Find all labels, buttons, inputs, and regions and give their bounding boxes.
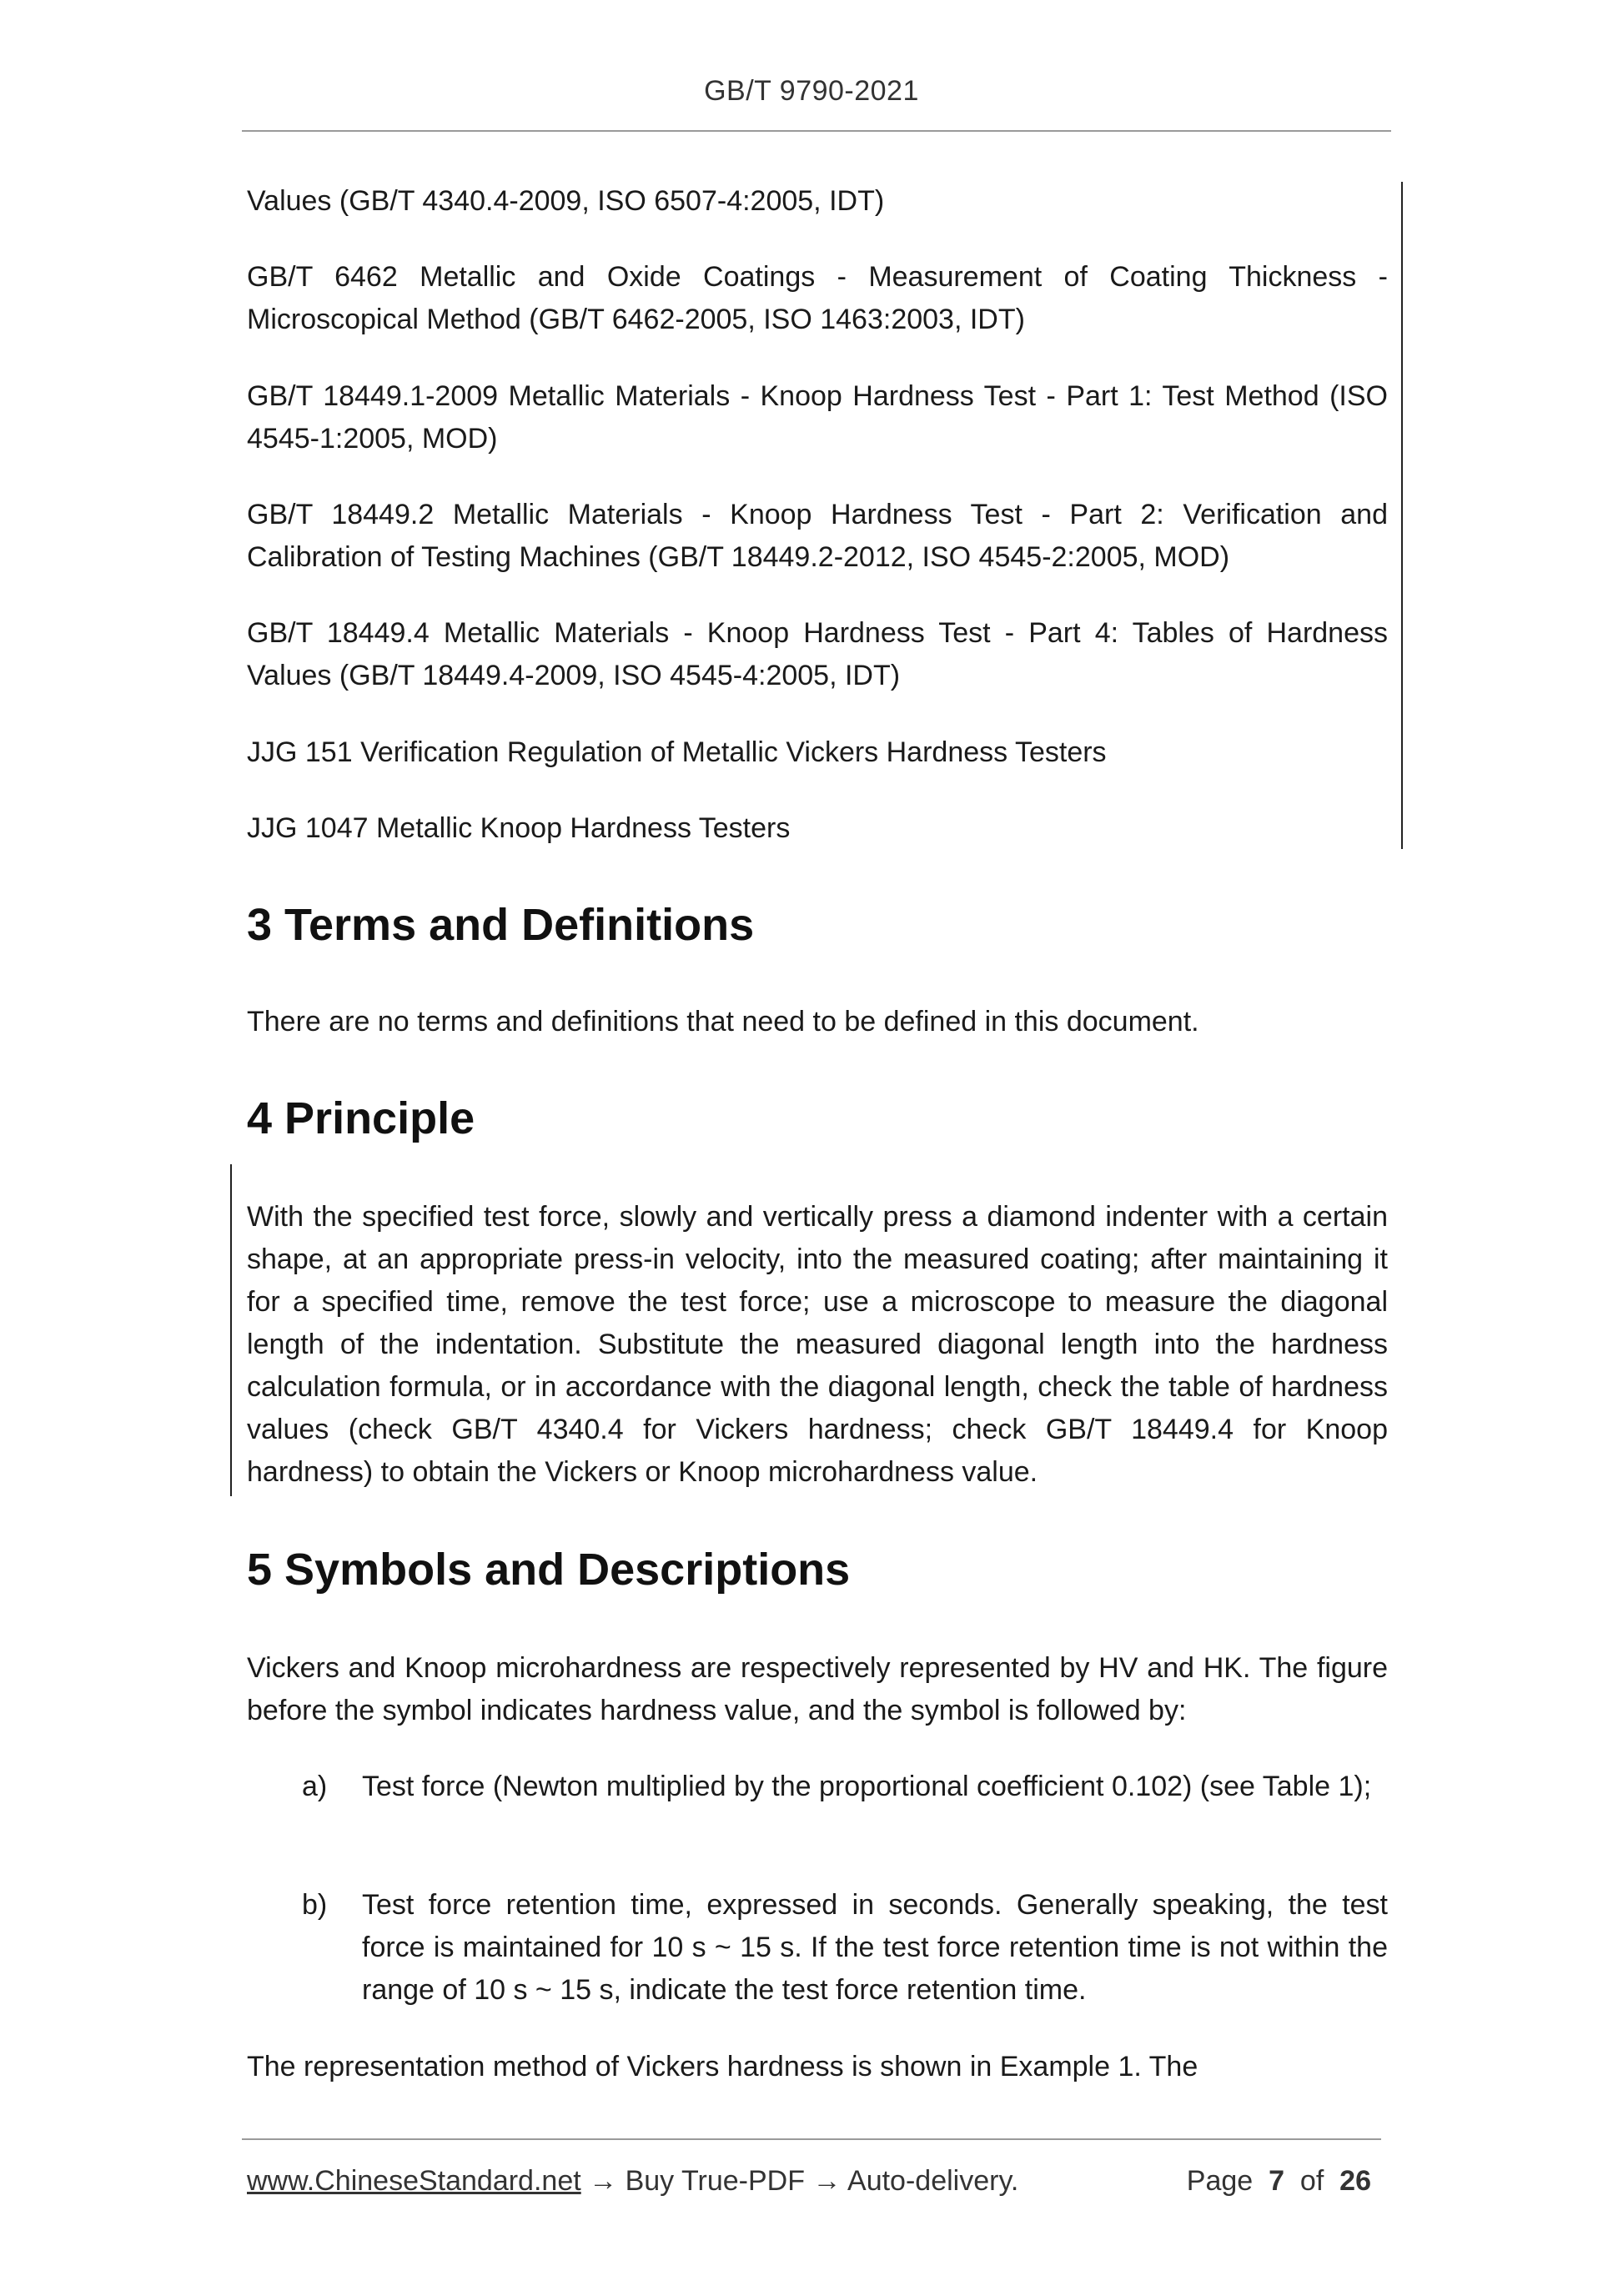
footer-site-link[interactable]: www.ChineseStandard.net <box>247 2165 581 2197</box>
footer <box>247 2160 1378 2202</box>
reference-item: GB/T 18449.1-2009 Metallic Materials - Knoop Hardness Test - Part 1: Test Method (ISO 4545-1:2005, MOD) <box>247 380 1388 455</box>
reference-item: GB/T 18449.4 Metallic Materials - Knoop Hardness Test - Part 4: Tables of Hardness Values (GB/T 18449.4-2009, ISO 4545-4:2005, IDT) <box>247 617 1388 691</box>
of-label: of <box>1299 2165 1324 2197</box>
page-indicator <box>1187 2160 1371 2202</box>
revision-bar-right <box>1401 182 1403 849</box>
arrow-right-icon: → <box>812 2165 842 2197</box>
list-marker: a) <box>302 1771 328 1802</box>
list-item-text: Test force (Newton multiplied by the proportional coefficient 0.102) (see Table 1); <box>362 1771 1372 1802</box>
list-item-text: Test force retention time, expressed in seconds. Generally speaking, the test force is maintained for 10 s ~ 15 s. If the test force retention time is not within the range of 10 s ~ 15 s, indicate the test force retention time. <box>362 1889 1388 2006</box>
page-label: Page <box>1186 2165 1254 2197</box>
reference-item: JJG 151 Verification Regulation of Metallic Vickers Hardness Testers <box>247 736 1107 768</box>
header-doc-code: GB/T 9790-2021 <box>704 75 919 107</box>
footer-divider <box>242 2138 1381 2140</box>
footer-delivery-text: Auto-delivery. <box>847 2165 1019 2197</box>
section-5-intro: Vickers and Knoop microhardness are respectively represented by HV and HK. The figure before the symbol indicates hardness value, and the symbol is followed by: <box>247 1652 1388 1726</box>
reference-item: GB/T 18449.2 Metallic Materials - Knoop Hardness Test - Part 2: Verification and Calibration of Testing Machines (GB/T 18449.2-2012, ISO 4545-2:2005, MOD) <box>247 499 1388 573</box>
page-total: 26 <box>1339 2165 1371 2197</box>
section-5-trailing-text: The representation method of Vickers hardness is shown in Example 1. The <box>247 2051 1198 2082</box>
arrow-right-icon: → <box>589 2165 618 2197</box>
section-3-body: There are no terms and definitions that need to be defined in this document. <box>247 1006 1199 1037</box>
list-marker: b) <box>302 1889 328 1921</box>
reference-item: GB/T 6462 Metallic and Oxide Coatings - Measurement of Coating Thickness - Microscopical Method (GB/T 6462-2005, ISO 1463:2003, IDT) <box>247 261 1388 335</box>
section-4-heading: 4 Principle <box>247 1093 475 1143</box>
header-divider <box>242 130 1391 132</box>
section-3-heading: 3 Terms and Definitions <box>247 900 755 950</box>
reference-item: JJG 1047 Metallic Knoop Hardness Testers <box>247 812 791 844</box>
revision-bar-left <box>230 1164 232 1496</box>
section-5-heading: 5 Symbols and Descriptions <box>247 1545 851 1595</box>
section-4-body: With the specified test force, slowly and vertically press a diamond indenter with a certain shape, at an appropriate press-in velocity, into the measured coating; after maintaining it for a specified time, remove the test force; use a microscope to measure the diagonal length of the indentation. Substitute the measured diagonal length into the hardness calculation formula, or in accordance with the diagonal length, check the table of hardness values (check GB/T 4340.4 for Vickers hardness; check GB/T 18449.4 for Knoop hardness) to obtain the Vickers or Knoop microhardness value. <box>247 1201 1388 1488</box>
reference-item: Values (GB/T 4340.4-2009, ISO 6507-4:2005, IDT) <box>247 185 885 217</box>
page-number: 7 <box>1269 2165 1284 2197</box>
footer-buy-text: Buy True-PDF <box>625 2165 805 2197</box>
